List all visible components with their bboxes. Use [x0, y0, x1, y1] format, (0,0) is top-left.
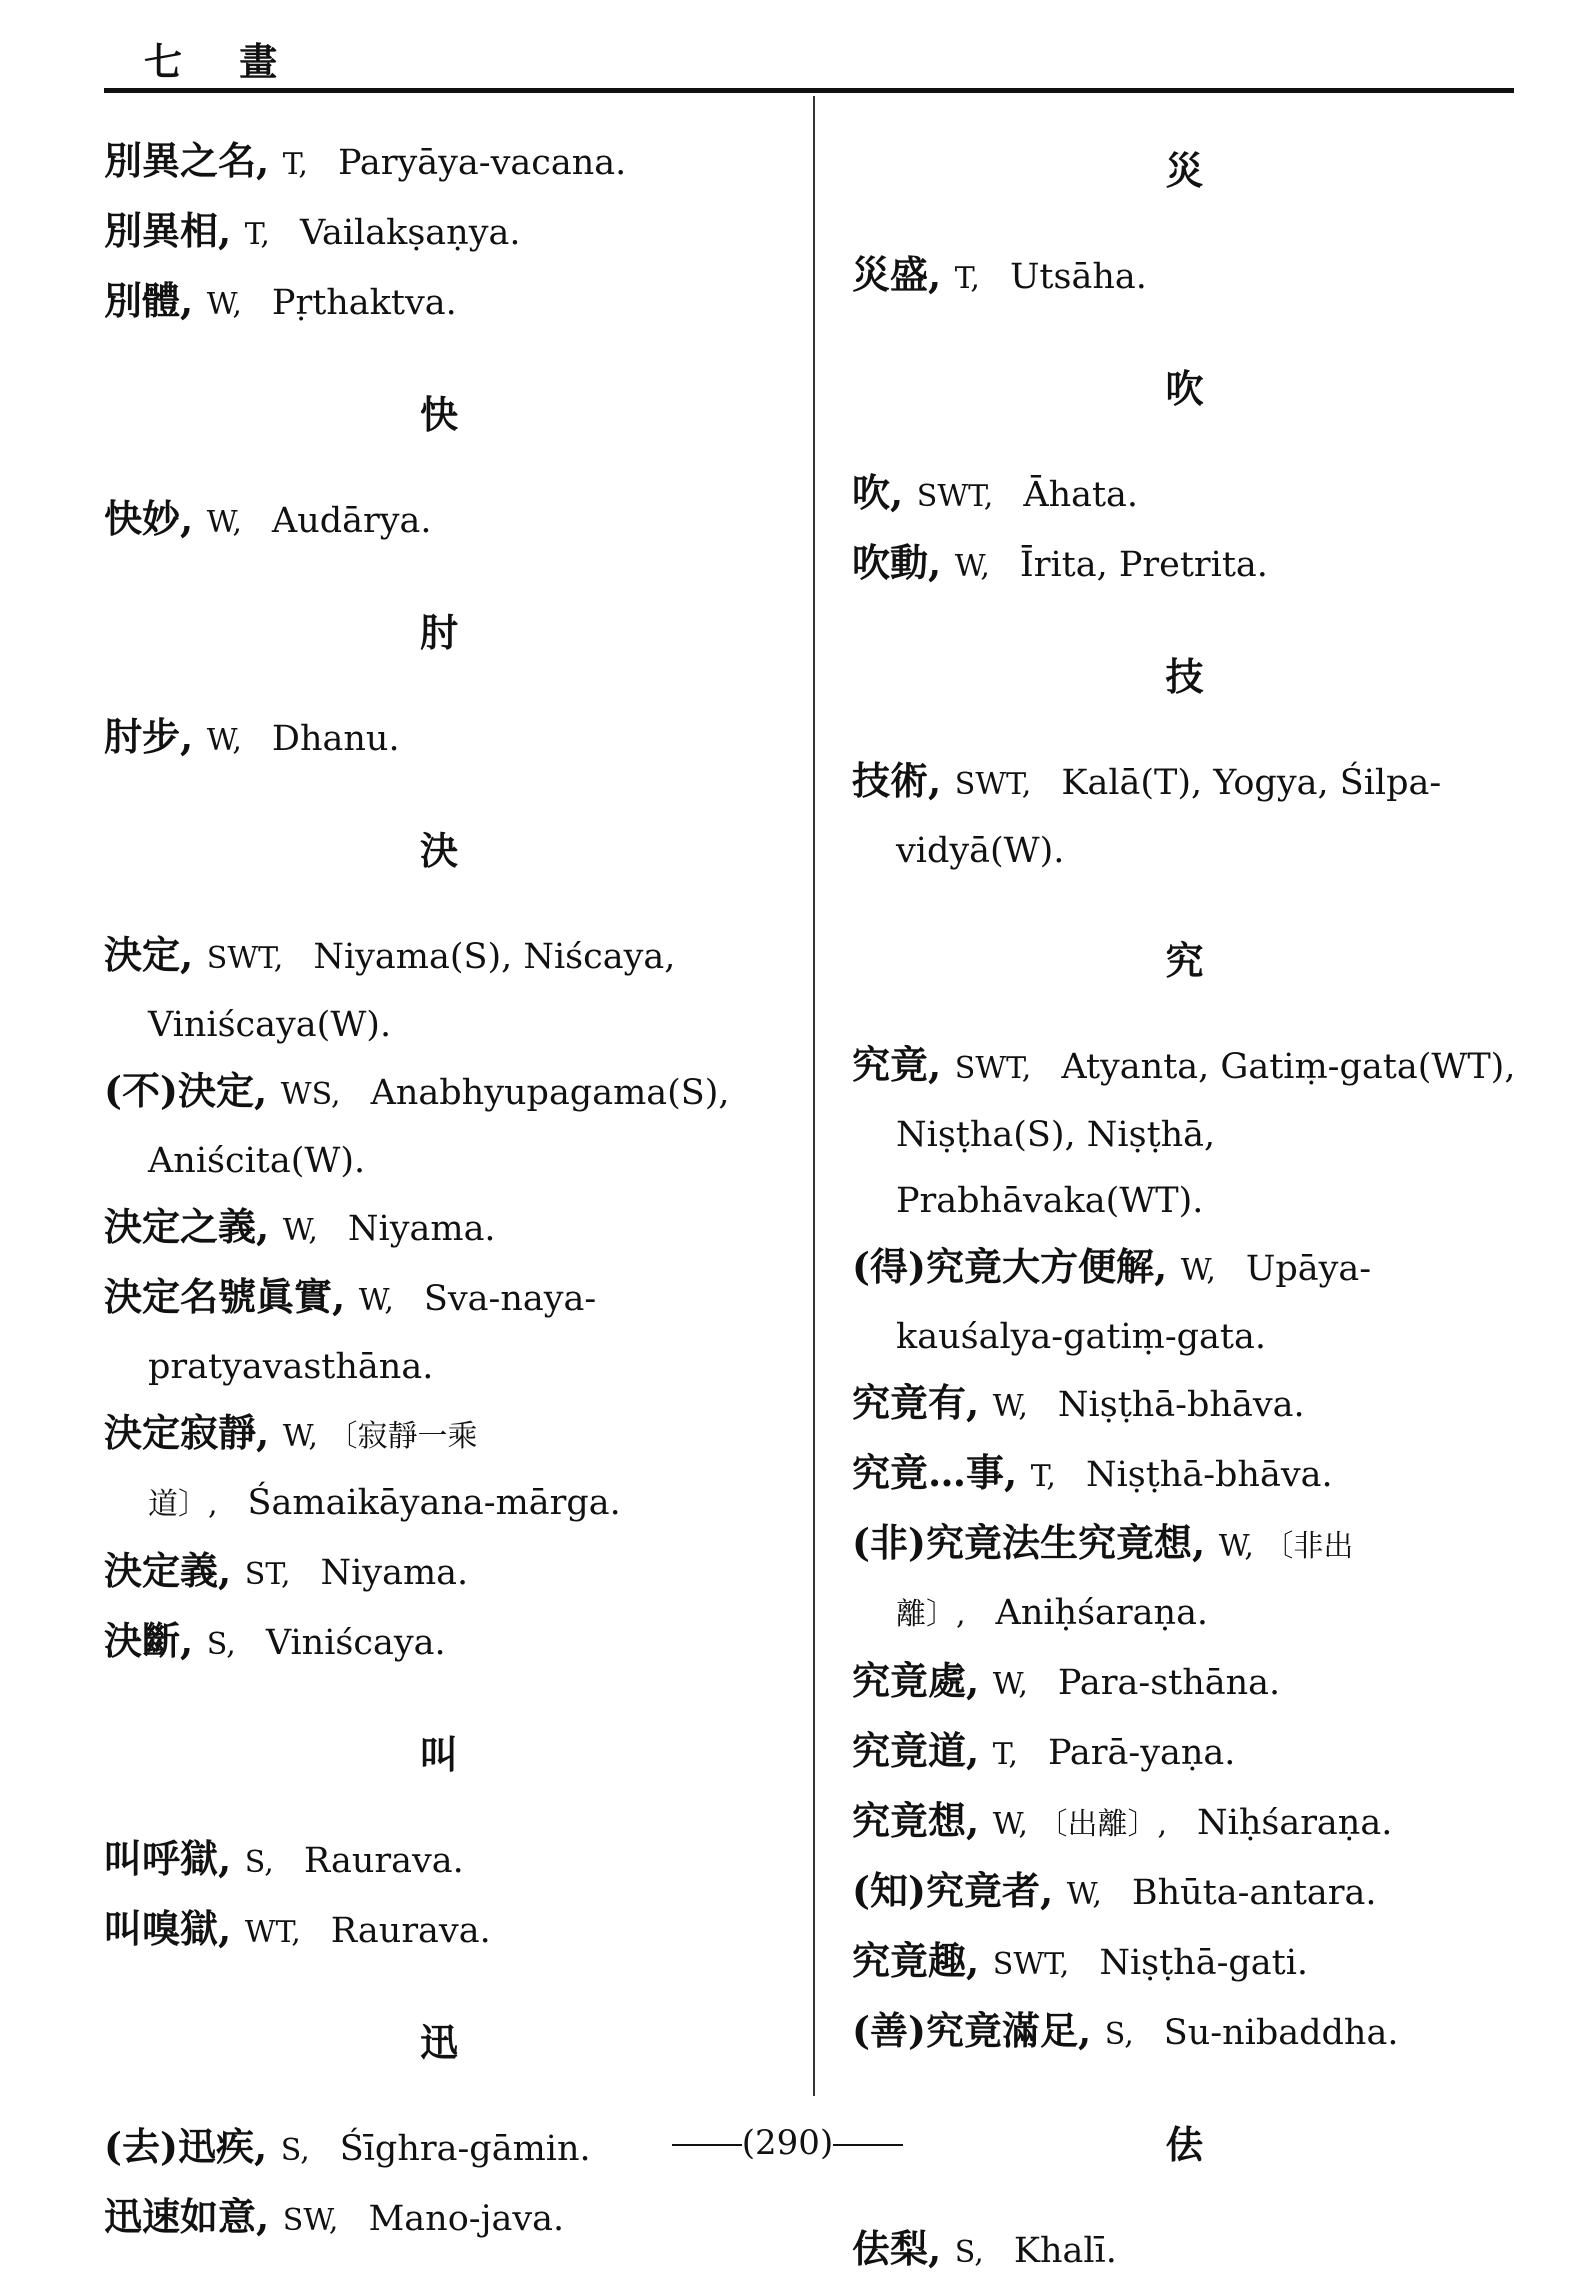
dictionary-entry: [104, 704, 774, 774]
dictionary-entry: [852, 1370, 1517, 1440]
section-head-character: 肘: [419, 610, 458, 655]
entry-separator: ,: [180, 932, 194, 977]
entry-sources: W,: [983, 1389, 1028, 1424]
entry-translation: Pṛthaktva.: [271, 283, 457, 323]
entry-translation: Niṣṭhā-gati.: [1099, 1943, 1309, 1983]
entry-translation: Niḥśaraṇa.: [1197, 1803, 1393, 1843]
entry-sources: T,: [945, 261, 980, 296]
entry-term: 叫嗅獄: [104, 1906, 219, 1951]
entry-sources: T,: [235, 217, 270, 252]
dictionary-entry: [852, 2216, 1517, 2286]
entry-translation: Dhanu.: [271, 719, 400, 759]
dictionary-entry: [104, 1194, 774, 1264]
entry-translation: Aniḥśaraṇa.: [995, 1593, 1209, 1633]
entry-term: (不)決定: [104, 1068, 254, 1113]
entry-sources: SWT,: [945, 1051, 1032, 1086]
dictionary-entry: [104, 1538, 774, 1608]
entry-translation: Niṣṭhā-bhāva.: [1085, 1455, 1333, 1495]
dictionary-entry: [104, 486, 774, 556]
entry-term: 技術: [852, 758, 929, 803]
entry-sources: S,: [1095, 2017, 1134, 2052]
entry-separator: ,: [928, 2226, 942, 2271]
entry-term: 決定: [104, 932, 181, 977]
entry-translation: Niṣṭhā-bhāva.: [1057, 1385, 1305, 1425]
page-number: 290: [755, 2123, 820, 2163]
entry-term: 究竟: [852, 1042, 929, 1087]
column-divider: [813, 96, 815, 2096]
entry-term: 決定寂靜: [104, 1410, 257, 1455]
entry-separator: ,: [218, 208, 232, 253]
right-column: [852, 128, 1517, 2286]
entry-term: (得)究竟大方便解: [852, 1244, 1154, 1289]
section-head-character: 佉: [1165, 2122, 1204, 2167]
dictionary-entry: [852, 748, 1517, 884]
entry-separator: ,: [928, 540, 942, 585]
entry-sources: W,: [349, 1283, 394, 1318]
entry-term: 決定名號眞實: [104, 1274, 333, 1319]
entry-sources: T,: [1021, 1459, 1056, 1494]
dictionary-entry: [852, 1858, 1517, 1928]
dictionary-entry: [104, 268, 774, 338]
entry-sources: W,: [273, 1213, 318, 1248]
entry-sources: SWT,: [945, 767, 1032, 802]
dictionary-entry: [104, 1608, 774, 1678]
entry-sources: W,: [945, 549, 990, 584]
entry-separator: ,: [966, 1380, 980, 1425]
entry-sources: W,: [197, 505, 242, 540]
entry-translation: Khalī.: [1013, 2231, 1117, 2271]
entry-separator: ,: [1153, 1244, 1168, 1289]
page-footer: (290): [0, 2118, 1575, 2168]
section-head-character: 災: [1165, 148, 1204, 193]
entry-separator: ,: [253, 1068, 268, 1113]
entry-term: 究竟處: [852, 1658, 967, 1703]
entry-separator: ,: [253, 2124, 268, 2169]
dictionary-entry: [104, 1264, 774, 1400]
entry-sources: SWT,: [197, 941, 284, 976]
dictionary-entry: [852, 1928, 1517, 1998]
entry-translation: Niyama(S), Niścaya, Viniścaya(W).: [148, 937, 676, 1045]
entry-translation: Śamaikāyana-mārga.: [247, 1483, 621, 1523]
entry-sources: W,: [983, 1667, 1028, 1702]
entry-separator: ,: [180, 714, 194, 759]
section-head-character: 快: [419, 392, 458, 437]
entry-separator: ,: [1191, 1520, 1206, 1565]
entry-translation: Sva-naya-pratyavasthāna.: [148, 1279, 597, 1387]
entry-translation: Su-nibaddha.: [1163, 2013, 1399, 2053]
entry-translation: Bhūta-antara.: [1131, 1873, 1377, 1913]
footer-dash-right: [833, 2144, 903, 2146]
entry-term: 別異之名: [104, 138, 257, 183]
dictionary-entry: [852, 1718, 1517, 1788]
entry-translation: Atyanta, Gatiṃ-gata(WT), Niṣṭha(S), Niṣṭhā, Prabhāvaka(WT).: [896, 1047, 1516, 1221]
dictionary-entry: [852, 1998, 1517, 2068]
entry-term: 究竟道: [852, 1728, 967, 1773]
entry-sources: WS,: [271, 1077, 341, 1112]
entry-translation: Paryāya-vacana.: [337, 143, 627, 183]
section-head-character: 技: [1165, 654, 1204, 699]
entry-sources: W,: [1057, 1877, 1102, 1912]
dictionary-entry: [852, 1648, 1517, 1718]
dictionary-entry: [852, 1440, 1517, 1510]
entry-sources: T,: [273, 147, 308, 182]
entry-sources: W, 〔非出離〕,: [896, 1529, 1354, 1632]
dictionary-entry: [104, 1896, 774, 1966]
entry-term: 佉梨: [852, 2226, 929, 2271]
entry-separator: ,: [256, 138, 270, 183]
entry-translation: Raurava.: [303, 1841, 464, 1881]
dictionary-entry: [852, 1032, 1517, 1234]
entry-translation: Vailakṣaṇya.: [299, 213, 521, 253]
entry-sources: SW,: [273, 2203, 339, 2238]
entry-sources: WT,: [235, 1915, 301, 1950]
entry-term: (非)究竟法生究竟想: [852, 1520, 1192, 1565]
entry-separator: ,: [928, 252, 942, 297]
entry-term: 究竟趣: [852, 1938, 967, 1983]
entry-sources: S,: [945, 2235, 984, 2270]
dictionary-entry: [104, 922, 774, 1058]
dictionary-entry: [852, 1234, 1517, 1370]
entry-term: 肘步: [104, 714, 181, 759]
entry-separator: ,: [966, 1658, 980, 1703]
entry-term: (去)迅疾: [104, 2124, 254, 2169]
entry-sources: W, 〔寂靜一乘道〕,: [148, 1419, 478, 1522]
entry-separator: ,: [180, 1618, 194, 1663]
dictionary-entry: [852, 460, 1517, 530]
entry-translation: Audārya.: [271, 501, 432, 541]
entry-sources: S,: [197, 1627, 236, 1662]
entry-translation: Īrita, Pretrita.: [1019, 545, 1268, 585]
entry-separator: ,: [218, 1906, 232, 1951]
entry-sources: ST,: [235, 1557, 291, 1592]
entry-sources: W,: [197, 723, 242, 758]
entry-translation: Para-sthāna.: [1057, 1663, 1281, 1703]
entry-sources: S,: [235, 1845, 274, 1880]
entry-translation: Mano-java.: [368, 2199, 565, 2239]
entry-separator: ,: [180, 496, 194, 541]
entry-separator: ,: [1077, 2008, 1092, 2053]
entry-translation: Parā-yaṇa.: [1047, 1733, 1236, 1773]
entry-separator: ,: [218, 1548, 232, 1593]
entry-separator: ,: [966, 1938, 980, 1983]
entry-term: 別異相: [104, 208, 219, 253]
entry-translation: Śīghra-gāmin.: [339, 2129, 591, 2169]
dictionary-entry: [852, 1510, 1517, 1648]
entry-term: 吹動: [852, 540, 929, 585]
entry-sources: SWT,: [983, 1947, 1070, 1982]
entry-term: 別體: [104, 278, 181, 323]
entry-translation: Niyama.: [320, 1553, 469, 1593]
entry-term: (善)究竟滿足: [852, 2008, 1078, 2053]
entry-separator: ,: [966, 1728, 980, 1773]
dictionary-entry: [852, 1788, 1517, 1858]
entry-sources: S,: [271, 2133, 310, 2168]
entry-term: 快妙: [104, 496, 181, 541]
entry-separator: ,: [890, 470, 904, 515]
entry-separator: ,: [1039, 1868, 1054, 1913]
section-head-character: 吹: [1165, 366, 1204, 411]
section-head-character: 究: [1165, 938, 1204, 983]
entry-term: 迅速如意: [104, 2194, 257, 2239]
entry-translation: Utsāha.: [1009, 257, 1147, 297]
dictionary-entry: [104, 198, 774, 268]
entry-separator: ,: [180, 278, 194, 323]
entry-sources: W, 〔出離〕,: [983, 1807, 1167, 1842]
entry-separator: ,: [332, 1274, 346, 1319]
dictionary-entry: [104, 128, 774, 198]
entry-sources: SWT,: [907, 479, 994, 514]
dictionary-entry: [852, 242, 1517, 312]
entry-translation: Niyama.: [347, 1209, 496, 1249]
entry-term: 決定義: [104, 1548, 219, 1593]
entry-term: (知)究竟者: [852, 1868, 1040, 1913]
entry-sources: T,: [983, 1737, 1018, 1772]
entry-separator: ,: [256, 1410, 270, 1455]
entry-sources: W,: [1171, 1253, 1216, 1288]
entry-translation: Anabhyupagama(S), Aniścita(W).: [148, 1073, 730, 1181]
entry-term: 災盛: [852, 252, 929, 297]
dictionary-entry: [104, 1400, 774, 1538]
footer-dash-left: [672, 2144, 742, 2146]
entry-sources: W,: [197, 287, 242, 322]
entry-translation: Raurava.: [330, 1911, 491, 1951]
page-header-title: 七 畫: [144, 39, 300, 84]
entry-term: 叫呼獄: [104, 1836, 219, 1881]
entry-term: 究竟…事: [852, 1450, 1005, 1495]
entry-term: 究竟有: [852, 1380, 967, 1425]
entry-separator: ,: [218, 1836, 232, 1881]
entry-separator: ,: [256, 2194, 270, 2239]
entry-separator: ,: [256, 1204, 270, 1249]
header-rule: [104, 88, 1514, 93]
dictionary-entry: [104, 1058, 774, 1194]
section-head-character: 決: [419, 828, 458, 873]
entry-separator: ,: [966, 1798, 980, 1843]
entry-term: 決斷: [104, 1618, 181, 1663]
entry-term: 吹: [852, 470, 891, 515]
entry-translation: Viniścaya.: [265, 1623, 446, 1663]
left-column: [104, 128, 774, 2254]
entry-translation: Kalā(T), Yogya, Śilpa-vidyā(W).: [896, 763, 1442, 871]
entry-separator: ,: [928, 758, 942, 803]
entry-separator: ,: [1004, 1450, 1018, 1495]
entry-term: 決定之義: [104, 1204, 257, 1249]
dictionary-entry: [104, 2184, 774, 2254]
entry-term: 究竟想: [852, 1798, 967, 1843]
dictionary-entry: [104, 1826, 774, 1896]
section-head-character: 迅: [419, 2020, 458, 2065]
entry-separator: ,: [928, 1042, 942, 1087]
entry-translation: Upāya-kauśalya-gatiṃ-gata.: [896, 1249, 1372, 1357]
section-head-character: 叫: [419, 1732, 458, 1777]
entry-translation: Āhata.: [1023, 475, 1139, 515]
dictionary-entry: [852, 530, 1517, 600]
